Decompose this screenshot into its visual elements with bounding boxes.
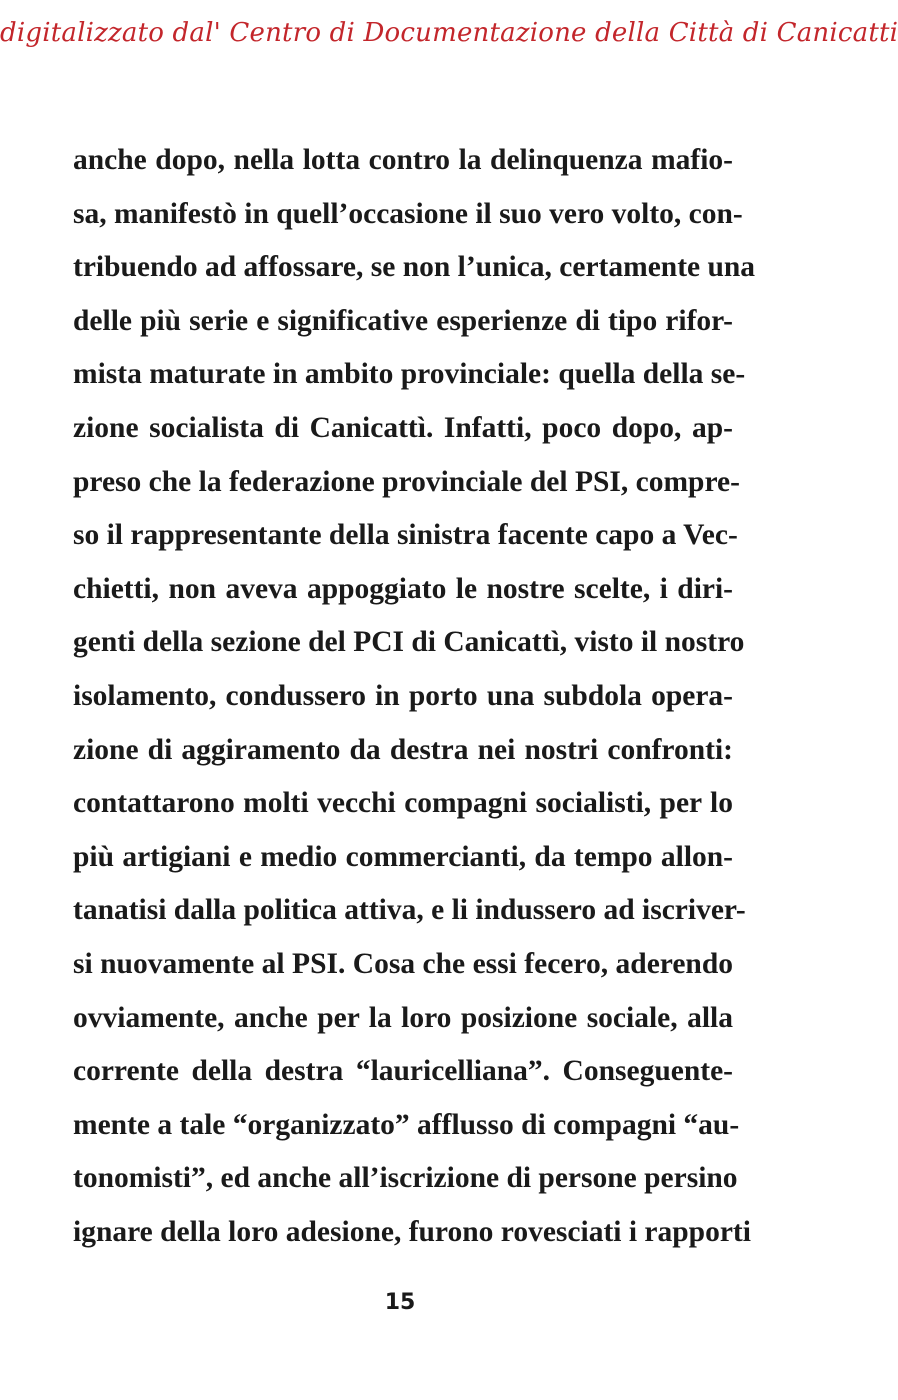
text-line: più artigiani e medio commercianti, da tempo allon- [73,840,733,873]
text-line: mente a tale “organizzato” afflusso di compagni “au- [73,1108,740,1141]
text-line: preso che la federazione provinciale del PSI, compre- [73,465,740,498]
text-line: tanatisi dalla politica attiva, e li indussero ad iscriver- [73,894,746,927]
text-line: ignare della loro adesione, furono rovesciati i rapporti [73,1215,751,1248]
text-line: genti della sezione del PCI di Canicattì, visto il nostro [73,626,745,659]
text-line: isolamento, condussero in porto una subdola opera- [73,679,733,712]
text-line: so il rappresentante della sinistra facente capo a Vec- [73,519,738,552]
body-text [73,134,756,1259]
text-line: zione socialista di Canicattì. Infatti, poco dopo, ap- [73,411,733,444]
text-line: anche dopo, nella lotta contro la delinquenza mafio- [73,144,733,176]
text-line: zione di aggiramento da destra nei nostri confronti: [73,733,733,766]
text-line: ovviamente, anche per la loro posizione sociale, alla [73,1001,733,1034]
text-line: sa, manifestò in quell’occasione il suo vero volto, con- [73,197,743,230]
text-line: tribuendo ad affossare, se non l’unica, certamente una [73,251,756,284]
text-line: corrente della destra “lauricelliana”. Conseguente- [73,1055,733,1088]
text-line: delle più serie e significative esperienze di tipo rifor- [73,304,733,337]
page-number: 15 [384,1290,416,1315]
text-line: mista maturate in ambito provinciale: quella della se- [73,358,746,391]
text-line: contattarono molti vecchi compagni socialisti, per lo [73,787,733,820]
digitization-watermark: digitalizzato dal' Centro di Documentazione della Città di Canicatti [0,18,898,48]
text-line: chietti, non aveva appoggiato le nostre scelte, i diri- [73,572,733,605]
text-line: si nuovamente al PSI. Cosa che essi fecero, aderendo [73,947,733,980]
text-line: tonomisti”, ed anche all’iscrizione di persone persino [73,1162,738,1195]
